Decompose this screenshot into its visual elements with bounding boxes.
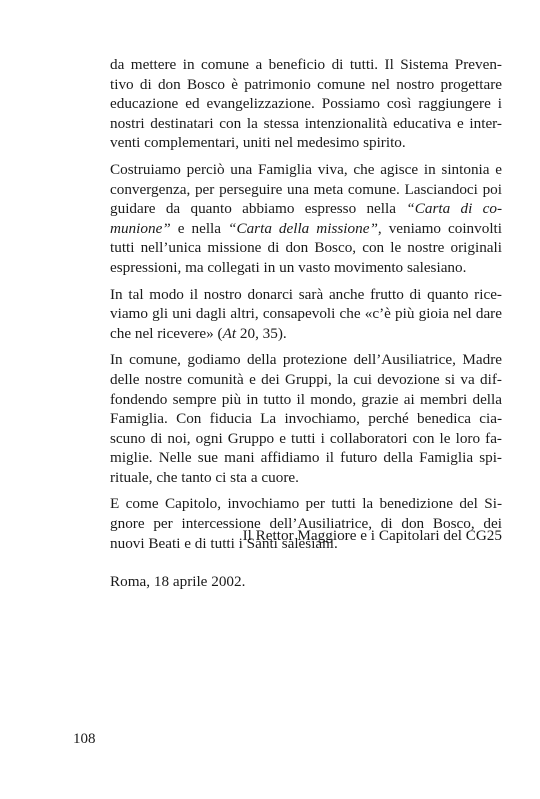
paragraph-4: In comune, godiamo della protezione dell’Ausiliatrice, Madre delle nostre comunità e dei Gruppi, la cui devozione si va dif-fondendo sempre più in tutto il mondo, grazie ai membri della Famiglia. Con fiducia La invochiamo, perché benedica cia-scuno di noi, ogni Gruppo e tutti i collaboratori con le loro fa-miglie. Nelle sue mani affidiamo il futuro della Famiglia spi-rituale, che tanto ci sta a cuore. — [110, 351, 502, 486]
paragraph-3 — [110, 285, 502, 344]
paragraph-5: E come Capitolo, invochiamo per tutti la benedizione del Si-gnore per intercessione dell’Ausiliatrice, di don Bosco, dei nuovi Beati e di tutti i Santi salesiani. — [110, 495, 502, 552]
paragraph-2-italic-carta-missione: “Carta della missione” — [228, 219, 378, 237]
paragraph-1-line-2: tivo di don Bosco è patrimonio comune nel nostro progettare — [110, 75, 502, 93]
paragraph-1 — [110, 55, 502, 153]
paragraph-3-text-b: 20, 35). — [236, 324, 287, 342]
body-text — [110, 55, 502, 560]
paragraph-2-text-b: e nella — [170, 219, 229, 237]
paragraph-3-italic-citation: At — [222, 324, 237, 342]
page-number: 108 — [73, 731, 96, 747]
paragraph-2-italic-carta-comunione: “Carta di co-munione” — [110, 200, 502, 237]
paragraph-2 — [110, 160, 502, 278]
signature: Il Rettor Maggiore e i Capitolari del CG25 — [242, 527, 502, 544]
paragraph-1-line-1: da mettere in comune a beneficio di tutti. Il Sistema Preven- — [110, 56, 502, 73]
paragraph-1-line-3: educazione ed evangelizzazione. Possiamo così raggiungere i — [110, 95, 502, 113]
paragraph-2-text-a: Costruiamo perciò una Famiglia viva, che agisce in sintonia e convergenza, per perseguire una meta comune. Lasciandoci poi guidare da quanto abbiamo espresso nella — [110, 160, 502, 218]
paragraph-3-text-a: In tal modo il nostro donarci sarà anche frutto di quanto rice-viamo gli uni dagli altri, consapevoli che «c’è più gioia nel dare che nel ricevere» ( — [110, 285, 502, 342]
paragraph-1-line-5: venti complementari, uniti nel medesimo spirito. — [110, 134, 406, 152]
paragraph-2-text-c: , veniamo coinvolti tutti nell’unica missione di don Bosco, con le nostre originali espressioni, ma collegati in un vasto movimento salesiano. — [110, 219, 502, 276]
place-date: Roma, 18 aprile 2002. — [110, 573, 246, 590]
paragraph-1-line-4: nostri destinatari con la stessa intenzionalità educativa e inter- — [110, 114, 502, 132]
